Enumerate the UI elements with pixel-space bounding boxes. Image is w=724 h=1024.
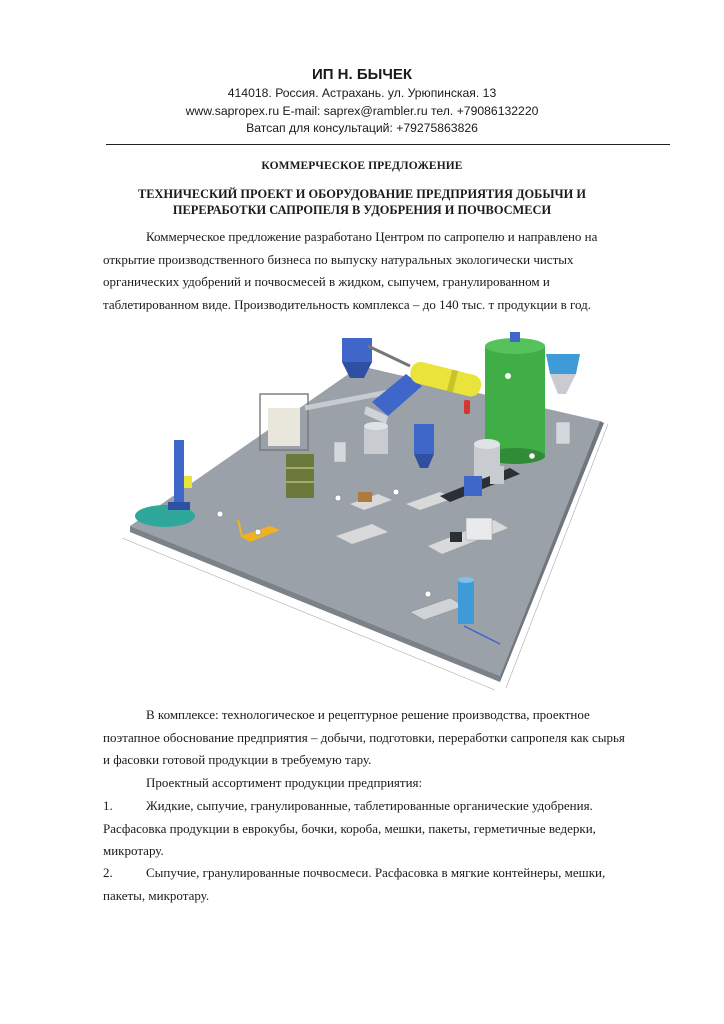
assortment-heading: Проектный ассортимент продукции предприятия: bbox=[146, 775, 423, 790]
item-marker-1 bbox=[217, 511, 223, 517]
big-bag bbox=[268, 408, 300, 446]
intro-paragraph: Коммерческое предложение разработано Центром по сапропелю и направлено на открытие производственного бизнеса по выпуску натуральных экологически чистых органических удобрений и почвосмесей в жидком, сыпучем, гранулированном и таблетированном виде. Производительность комплекса – до 140 тыс. т продукции в год. bbox=[103, 229, 598, 312]
company-address: 414018. Россия. Астрахань. ул. Урюпинская. 13 bbox=[227, 86, 497, 100]
control-cabinet-left bbox=[334, 442, 346, 462]
company-contacts: www.sapropex.ru E-mail: saprex@rambler.ru тел. +79086132220 bbox=[185, 104, 539, 118]
assortment-item-text: Жидкие, сыпучие, гранулированные, таблетированные органические удобрения. Расфасовка продукции в еврокубы, бочки, короба, мешки, пакеты, герметичные ведерки, микротару. bbox=[103, 798, 596, 858]
mixer-tank-1-top bbox=[364, 422, 388, 430]
fire-extinguisher bbox=[464, 400, 470, 414]
assortment-item-text: Сыпучие, гранулированные почвосмеси. Расфасовка в мягкие контейнеры, мешки, пакеты, микротару. bbox=[103, 865, 606, 903]
wrapper-mast bbox=[174, 440, 184, 510]
header-divider bbox=[106, 144, 670, 145]
filling-machine bbox=[464, 476, 482, 496]
feed-bunker bbox=[546, 354, 580, 374]
item-marker-4 bbox=[393, 489, 399, 495]
item-marker-6 bbox=[529, 453, 535, 459]
water-tank bbox=[458, 580, 474, 624]
assortment-item-number: 2. bbox=[103, 865, 113, 880]
plant-layout-illustration bbox=[110, 326, 650, 692]
company-name: ИП Н. БЫЧЕК bbox=[311, 66, 413, 83]
item-marker-5 bbox=[425, 591, 431, 597]
assortment-item-number: 1. bbox=[103, 798, 113, 813]
document-title-line-2: ПЕРЕРАБОТКИ САПРОПЕЛЯ В УДОБРЕНИЯ И ПОЧВОСМЕСИ bbox=[172, 203, 552, 217]
crusher-top bbox=[342, 338, 372, 362]
assortment-item bbox=[103, 862, 627, 907]
pallet-stack bbox=[286, 454, 314, 498]
work-table-1-box bbox=[358, 492, 372, 502]
packing-controller bbox=[450, 532, 462, 542]
document-title bbox=[0, 186, 724, 218]
feed-bunker-cone bbox=[550, 374, 576, 394]
document-type: КОММЕРЧЕСКОЕ ПРЕДЛОЖЕНИЕ bbox=[261, 160, 463, 172]
wrapper-mast-base bbox=[168, 502, 190, 510]
item-marker-3 bbox=[335, 495, 341, 501]
document-title-line-1: ТЕХНИЧЕСКИЙ ПРОЕКТ И ОБОРУДОВАНИЕ ПРЕДПРИЯТИЯ ДОБЫЧИ И bbox=[138, 187, 586, 201]
capping-machine bbox=[490, 466, 504, 484]
tank-body bbox=[485, 346, 545, 456]
tank-motor bbox=[510, 332, 520, 342]
mixer-tank-1 bbox=[364, 426, 388, 454]
tank-label-marker bbox=[505, 373, 511, 379]
packing-machine bbox=[466, 518, 492, 540]
screw-conveyor bbox=[368, 346, 410, 366]
mixer-tank-2 bbox=[414, 424, 434, 454]
wrapper-head bbox=[184, 476, 192, 488]
water-tank-top bbox=[458, 577, 474, 583]
whatsapp-line: Ватсап для консультаций: +79275863826 bbox=[246, 121, 478, 135]
reactor-tank-top bbox=[474, 439, 500, 449]
control-cabinet-right bbox=[556, 422, 570, 444]
complex-paragraph: В комплексе: технологическое и рецептурное решение производства, проектное поэтапное обоснование предприятия – добычи, подготовки, переработки сапропеля как сырья и фасовки готовой продукции в требуемую тару. bbox=[103, 707, 625, 767]
item-marker-2 bbox=[255, 529, 261, 535]
assortment-item bbox=[103, 795, 627, 863]
